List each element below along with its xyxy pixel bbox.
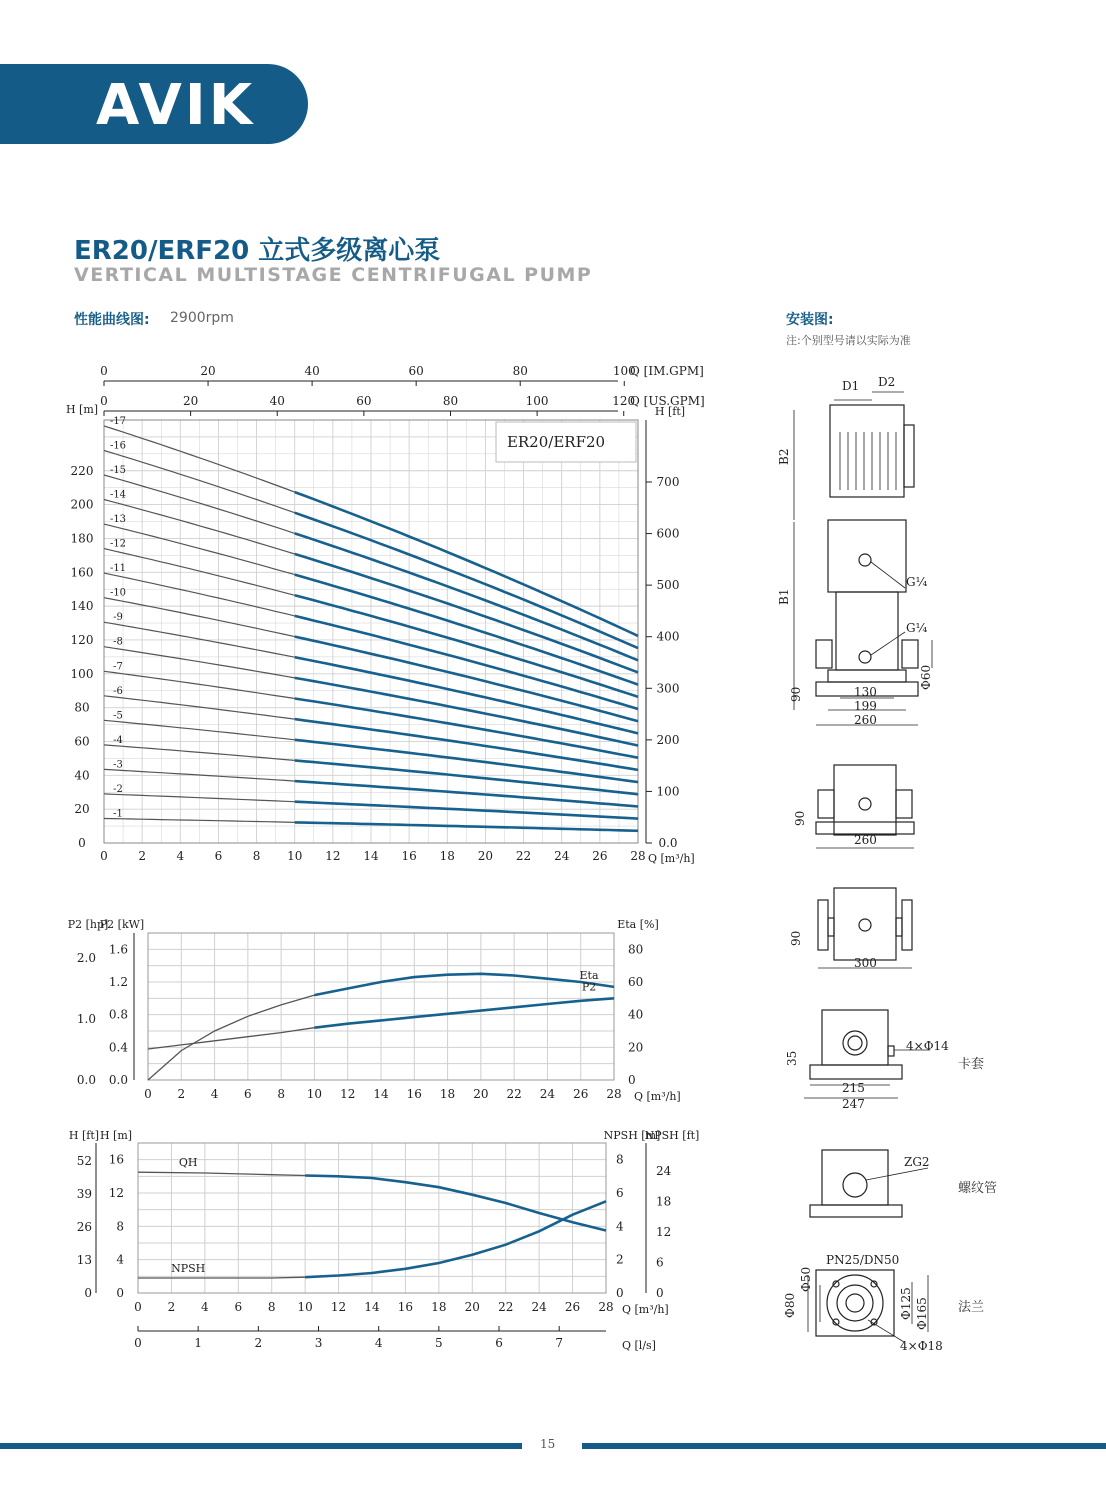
thread-label: 螺纹管: [958, 1181, 998, 1196]
y-tick-label-eta: 40: [628, 1007, 644, 1022]
dim-phi80: Φ80: [783, 1292, 797, 1318]
curve-npsh-grey: [138, 1277, 305, 1278]
y-tick-label-right: 600: [656, 526, 680, 541]
dim-300: 300: [854, 956, 877, 970]
dim-260: 260: [854, 713, 877, 727]
y-tick-label-eta: 80: [628, 942, 644, 957]
y-tick-label-right: 500: [656, 578, 680, 593]
curve-label: Eta: [579, 968, 599, 982]
power-efficiency-chart: [60, 915, 740, 1105]
y-tick-label-m: 0: [116, 1286, 124, 1300]
curve-label: -1: [113, 808, 123, 820]
x-tick-label: 8: [267, 1300, 276, 1314]
x-tick-label: 0: [144, 1087, 152, 1101]
tick-label-us: 0: [100, 394, 108, 408]
x-tick-label: 24: [531, 1300, 547, 1314]
dim-90: 90: [789, 686, 803, 702]
tick-label-im: 20: [200, 364, 216, 378]
y-tick-label-ft: 26: [76, 1219, 92, 1234]
y-tick-label: 100: [70, 666, 94, 681]
x-tick-label: 2: [177, 1087, 186, 1101]
tick-label-us: 40: [269, 394, 285, 408]
installation-note: 注:个别型号请以实际为准: [786, 334, 911, 347]
y-tick-label-m: 16: [108, 1152, 124, 1167]
dim-b2: B2: [777, 448, 791, 465]
x-tick-label: 6: [244, 1087, 252, 1101]
curve-npsh: [305, 1201, 606, 1277]
curve-label: -12: [109, 538, 127, 550]
x-tick-label: 28: [630, 849, 646, 863]
x-tick-label: 24: [539, 1087, 556, 1101]
y-axis-label-ft: H [ft]: [68, 1129, 100, 1142]
x-tick-label: 26: [592, 849, 608, 863]
page-number: 15: [540, 1437, 556, 1451]
y-axis-label-npsh-m: NPSH [m]: [603, 1129, 661, 1142]
y-tick-label-right: 100: [656, 784, 680, 799]
footer-rule-left: [0, 1443, 522, 1449]
tick-label-us: 60: [356, 394, 372, 408]
x-tick-label: 24: [554, 849, 570, 863]
y-tick-label-npsh-ft: 0: [656, 1286, 664, 1300]
curve-label: -9: [113, 612, 123, 624]
x-axis-label: Q [m³/h]: [622, 1303, 669, 1316]
y-tick-label-kw: 1.6: [108, 942, 128, 957]
dim-260-b: 260: [854, 833, 877, 847]
x-tick-label: 20: [477, 849, 494, 863]
y-tick-label: 60: [74, 734, 90, 749]
curve-label: QH: [178, 1156, 198, 1170]
curve-eta: [314, 974, 614, 995]
y-tick-label: 20: [74, 802, 90, 817]
tick-label-im: 60: [408, 364, 424, 378]
tick-label-us: 20: [182, 394, 199, 408]
curve-label: -11: [109, 563, 127, 575]
curve-qh-grey: [138, 1172, 305, 1175]
y-tick-label-eta: 0: [628, 1073, 636, 1087]
x-tick-label: 10: [287, 849, 303, 863]
x-tick-label: 22: [498, 1300, 514, 1314]
x-tick-label: 14: [363, 849, 379, 863]
footer-rule-right: [582, 1443, 1106, 1449]
curve-label: -5: [113, 710, 123, 722]
x-tick-label-ls: 0: [134, 1336, 142, 1350]
y-tick-label-npsh-m: 8: [616, 1152, 624, 1167]
x-tick-label: 22: [515, 849, 532, 863]
curve-label: -4: [113, 734, 123, 746]
y-tick-label-ft: 39: [76, 1186, 92, 1201]
x-tick-label: 26: [573, 1087, 589, 1101]
x-tick-label-ls: 5: [435, 1336, 443, 1350]
x-tick-label: 18: [439, 849, 455, 863]
x-tick-label: 14: [364, 1300, 380, 1314]
x-tick-label: 16: [406, 1087, 422, 1101]
curve-label: -13: [109, 514, 127, 526]
tick-label-us: 120: [612, 394, 636, 408]
y-axis-label-eta: Eta [%]: [617, 918, 659, 931]
y-tick-label-ft: 52: [76, 1153, 92, 1168]
y-tick-label-npsh-m: 0: [616, 1286, 624, 1300]
dim-pn25-dn50: PN25/DN50: [826, 1253, 900, 1267]
x-tick-label: 6: [214, 849, 223, 863]
curve-label: -14: [109, 489, 127, 501]
curve-label: -16: [109, 440, 127, 452]
curve-label: -3: [113, 759, 123, 771]
dim-4x18: 4×Φ18: [900, 1339, 943, 1353]
curve-p2: [314, 998, 614, 1027]
curve-label: -10: [109, 587, 127, 599]
y-axis-label: H [m]: [65, 403, 99, 416]
dim-d2: D2: [878, 375, 896, 389]
curve-label: -6: [113, 685, 123, 697]
y-tick-label-kw: 0.4: [108, 1040, 128, 1055]
curve-label: NPSH: [171, 1262, 206, 1275]
y-axis-label-kw: P2 [kW]: [99, 918, 145, 931]
x-axis-label: Q [m³/h]: [648, 852, 695, 865]
x-tick-label: 10: [306, 1087, 323, 1101]
x-axis-label: Q [m³/h]: [634, 1090, 681, 1103]
dim-90-c: 90: [789, 930, 803, 946]
x-tick-label: 8: [277, 1087, 285, 1101]
x-tick-label: 14: [373, 1087, 389, 1101]
y-tick-label-eta: 20: [628, 1040, 644, 1055]
x-tick-label: 26: [564, 1300, 581, 1314]
dim-g2: G¼: [906, 621, 928, 635]
x-axis-label-ls: Q [l/s]: [622, 1339, 656, 1352]
x-tick-label: 4: [210, 1087, 219, 1101]
tick-label-us: 80: [442, 394, 459, 408]
tick-label-im: 100: [612, 364, 636, 378]
dim-phi165: Φ165: [915, 1297, 929, 1330]
top-axis-im-label: Q [IM.GPM]: [630, 364, 704, 378]
dim-130: 130: [854, 685, 877, 699]
y-tick-label-ft: 13: [76, 1252, 92, 1267]
y-tick-label-hp: 0.0: [76, 1073, 96, 1087]
dim-phi60: Φ60: [919, 664, 933, 690]
head-flow-chart: [60, 355, 705, 870]
top-axis-us-label: Q [US.GPM]: [630, 394, 705, 408]
curve-eta-grey: [148, 995, 314, 1080]
y-tick-label: 40: [74, 768, 90, 783]
tick-label-im: 0: [100, 364, 108, 378]
y-tick-label: 220: [70, 463, 94, 478]
tick-label-im: 40: [304, 364, 320, 378]
y-tick-label: 140: [70, 599, 94, 614]
curve-qh: [305, 1176, 606, 1231]
y-tick-label-right: 0.0: [658, 836, 678, 850]
x-tick-label-ls: 3: [314, 1336, 323, 1350]
x-tick-label: 6: [234, 1300, 243, 1314]
curve-label: -8: [113, 636, 123, 648]
dim-215: 215: [842, 1081, 865, 1095]
y-tick-label-kw: 0.0: [108, 1073, 128, 1087]
y-tick-label-npsh-ft: 6: [656, 1255, 664, 1270]
x-tick-label: 4: [176, 849, 185, 863]
installation-drawings: [770, 370, 1070, 1360]
x-tick-label: 4: [201, 1300, 209, 1314]
y-tick-label: 0: [78, 836, 86, 850]
dim-b1: B1: [777, 588, 791, 605]
y-tick-label: 180: [70, 531, 94, 546]
y-tick-label-right: 700: [656, 474, 680, 489]
x-tick-label: 16: [401, 849, 417, 863]
installation-label: 安装图:: [786, 312, 834, 328]
x-tick-label: 20: [464, 1300, 480, 1314]
x-tick-label: 28: [598, 1300, 614, 1314]
dim-g1: G¼: [906, 575, 928, 589]
y-tick-label-right: 200: [656, 732, 680, 747]
x-tick-label: 18: [439, 1087, 456, 1101]
y-axis-label-m: H [m]: [99, 1129, 133, 1142]
y-tick-label: 80: [74, 700, 90, 715]
y-tick-label: 160: [70, 565, 94, 580]
y-tick-label-eta: 60: [628, 975, 644, 989]
x-tick-label-ls: 2: [254, 1336, 263, 1350]
y-tick-label-m: 12: [108, 1186, 124, 1200]
pump-elevation-drawing: [794, 392, 932, 725]
y-tick-label-hp: 2.0: [76, 951, 96, 966]
y-axis-label-right: H [ft]: [654, 405, 686, 418]
y-tick-label: 200: [70, 497, 94, 512]
x-tick-label: 28: [606, 1087, 622, 1101]
x-tick-label-ls: 6: [495, 1336, 503, 1350]
y-tick-label-npsh-ft: 24: [656, 1164, 672, 1179]
y-tick-label-kw: 1.2: [108, 975, 128, 989]
dim-247: 247: [842, 1097, 865, 1111]
y-tick-label-npsh-m: 6: [616, 1186, 624, 1200]
x-tick-label: 20: [473, 1087, 489, 1101]
page-title: ER20/ERF20 立式多级离心泵: [74, 236, 441, 266]
y-tick-label-right: 400: [656, 629, 680, 644]
y-tick-label-ft: 0: [84, 1286, 92, 1300]
x-tick-label-ls: 4: [374, 1336, 383, 1350]
y-tick-label-npsh-ft: 12: [656, 1225, 672, 1240]
dim-zg2: ZG2: [904, 1155, 930, 1169]
chart-title: ER20/ERF20: [506, 433, 606, 451]
performance-curve-label: 性能曲线图:: [74, 312, 150, 328]
x-tick-label: 16: [397, 1300, 414, 1314]
curve-label: P2: [581, 980, 597, 994]
x-tick-label: 0: [134, 1300, 142, 1314]
y-tick-label-hp: 1.0: [76, 1012, 96, 1027]
x-tick-label: 10: [297, 1300, 313, 1314]
curve-label: -7: [113, 661, 123, 673]
x-tick-label: 2: [138, 849, 146, 863]
x-tick-label: 0: [100, 849, 108, 863]
y-tick-label-m: 4: [116, 1252, 124, 1267]
dim-35: 35: [785, 1050, 799, 1066]
dim-199: 199: [854, 699, 877, 713]
tick-label-im: 80: [512, 364, 528, 378]
x-tick-label: 18: [431, 1300, 447, 1314]
dim-phi50: Φ50: [799, 1266, 813, 1292]
y-axis-label-hp: P2 [hp]: [67, 918, 109, 931]
x-tick-label: 2: [167, 1300, 176, 1314]
y-axis-label-npsh-ft: NPSH [ft]: [644, 1129, 700, 1142]
dim-d1: D1: [842, 379, 860, 393]
flange-label: 法兰: [958, 1300, 985, 1315]
brand-logo: AVIK: [96, 73, 256, 138]
y-tick-label-npsh-ft: 18: [656, 1194, 672, 1209]
y-tick-label-kw: 0.8: [108, 1007, 128, 1022]
x-tick-label: 8: [252, 849, 261, 863]
curve-label: -17: [109, 415, 127, 427]
dim-4x14: 4×Φ14: [906, 1039, 949, 1053]
y-tick-label-m: 8: [116, 1219, 124, 1234]
dim-90-b: 90: [793, 810, 807, 826]
x-tick-label: 12: [325, 849, 341, 863]
y-tick-label-npsh-m: 4: [616, 1219, 624, 1234]
page-subtitle: VERTICAL MULTISTAGE CENTRIFUGAL PUMP: [74, 264, 593, 286]
qh-npsh-chart: [60, 1125, 760, 1365]
y-tick-label-right: 300: [656, 681, 680, 696]
x-tick-label: 12: [340, 1087, 356, 1101]
dim-phi125: Φ125: [899, 1287, 913, 1320]
x-tick-label-ls: 7: [555, 1336, 564, 1350]
tick-label-us: 100: [525, 394, 549, 408]
y-tick-label: 120: [70, 632, 94, 647]
x-tick-label: 22: [506, 1087, 522, 1101]
curve-label: -2: [113, 783, 123, 795]
sleeve-label: 卡套: [958, 1057, 985, 1072]
performance-speed: 2900rpm: [170, 310, 234, 326]
curve-label: -15: [109, 464, 127, 476]
x-tick-label-ls: 1: [194, 1336, 202, 1350]
ferrule-connection-drawing: [804, 1010, 930, 1098]
x-tick-label: 12: [330, 1300, 347, 1314]
y-tick-label-npsh-m: 2: [616, 1252, 624, 1267]
